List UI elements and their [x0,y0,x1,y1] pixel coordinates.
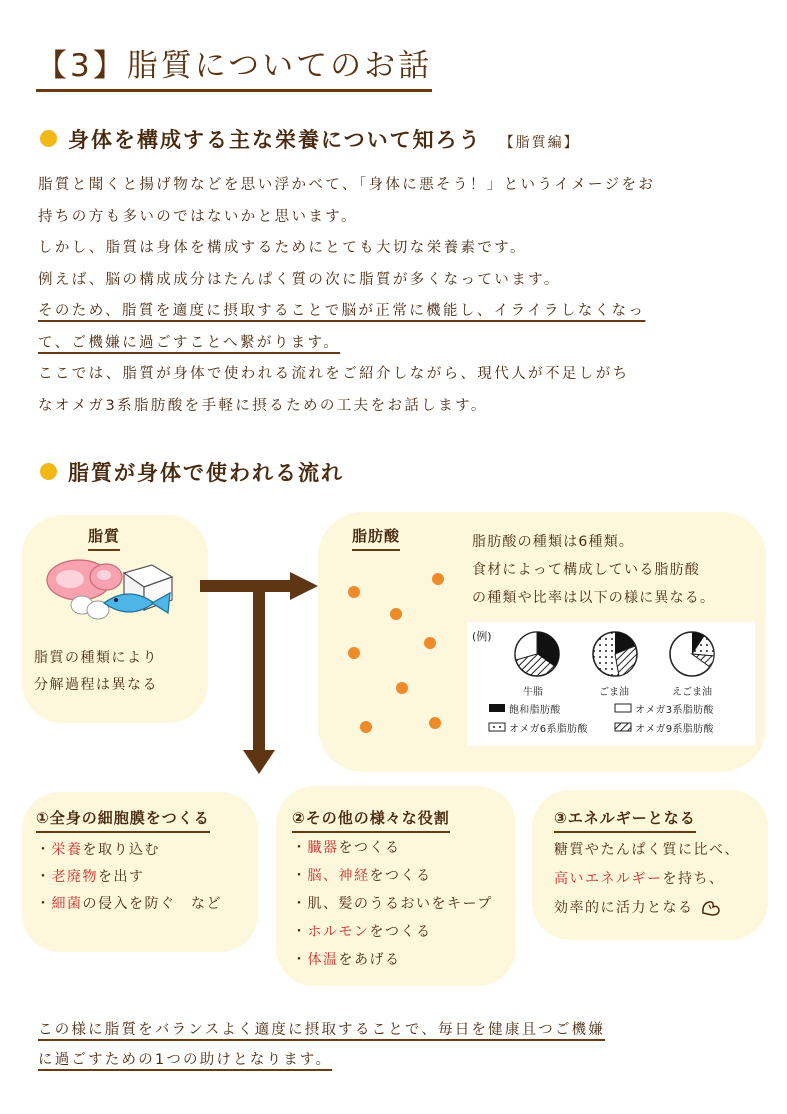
role1-list [36,837,222,918]
role2-item: ・ホルモンをつくる [292,924,432,940]
section1-subheading: 【脂質編】 [499,135,580,151]
legend-omega3: オメガ3系脂肪酸 [635,705,714,716]
fatty-acid-line: の種類や比率は以下の様に異なる。 [472,590,716,606]
fat-panel-text [34,645,158,699]
conclusion-paragraph [38,1015,763,1075]
fatty-acid-dot [390,608,402,620]
role1-item: ・栄養を取り込む [36,842,160,858]
intro-line: ここでは、脂質が身体で使われる流れをご紹介しながら、現代人が不足しがち [38,366,630,382]
legend-swatch [615,723,631,731]
fatty-acid-dot [348,647,360,659]
fatty-acid-panel-title: 脂肪酸 [352,525,400,551]
pie-perilla-oil [670,632,714,676]
role3-text [554,836,740,923]
fat-panel-line: 脂質の種類により [34,650,158,666]
legend-omega6: オメガ6系脂肪酸 [509,724,588,735]
fatty-acid-dot [396,682,408,694]
role3-line: 糖質やたんぱく質に比べ、 [554,842,740,858]
role2-item: ・臓器をつくる [292,840,401,856]
role2-item: ・肌、髪のうるおいをキープ [292,896,493,912]
bullet-dot-icon [40,130,57,147]
fatty-acid-line: 脂肪酸の種類は6種類。 [472,534,635,550]
intro-line: 持ちの方も多いのではないかと思います。 [38,208,358,225]
role2-list [292,834,493,974]
role1-item: ・老廃物を出す [36,869,145,885]
role3-line: 効率的に活力となる [554,894,740,923]
meat-icon [47,560,122,600]
pie-label-sesame-oil: ごま油 [599,687,629,698]
legend-saturated: 飽和脂肪酸 [509,705,561,716]
conclusion-line: この様に脂質をバランスよく適度に摂取することで、毎日を健康且つご機嫌 [38,1022,606,1038]
fatty-acid-dot [424,637,436,649]
fat-panel-line: 分解過程は異なる [34,677,158,693]
section1-heading [68,124,580,154]
role1-title: ①全身の細胞膜をつくる [36,807,210,833]
role1-item: ・細菌の侵入を防ぐ など [36,896,222,912]
section1-heading-text: 身体を構成する主な栄養について知ろう [68,128,482,152]
role3-line: 高いエネルギーを持ち、 [554,871,725,887]
fatty-acid-text [472,528,715,612]
section2-heading: 脂質が身体で使われる流れ [68,461,344,485]
intro-line-underlined: そのため、脂質を適度に摂取することで脳が正常に機能し、イライラしなくなっ [38,303,646,319]
pie-beef-tallow [515,632,559,676]
arrow-right-shaft [200,580,292,592]
fatty-acid-dot [348,586,360,598]
bullet-dot-icon [40,463,57,480]
intro-paragraph [38,170,763,422]
legend-omega9: オメガ9系脂肪酸 [635,724,714,735]
role2-item: ・体温をあげる [292,952,401,968]
pie-sesame-oil [593,632,637,676]
arrow-right-icon [290,572,318,600]
fat-panel-title: 脂質 [88,525,120,551]
intro-line: なオメガ3系脂肪酸を手軽に摂るための工夫をお話します。 [38,397,488,414]
role3-title: ③エネルギーとなる [554,807,696,833]
conclusion-line: に過ごすための1つの助けとなります。 [38,1052,333,1068]
pie-label-perilla-oil: えごま油 [672,687,712,698]
page-title: 【3】脂質についてのお話 [36,40,432,92]
legend-swatch [489,704,505,712]
intro-line-underlined: て、ご機嫌に過ごすことへ繋がります。 [38,334,341,351]
example-label: (例) [472,630,492,643]
fatty-acid-line: 食材によって構成している脂肪酸 [472,562,700,578]
legend-swatch [615,704,631,712]
intro-line: 脂質と聞くと揚げ物などを思い浮かべて、「身体に悪そう！」というイメージをお [38,177,656,193]
role2-title: ②その他の様々な役割 [292,807,450,833]
fatty-acid-dot [432,573,444,585]
pie-label-beef-tallow: 牛脂 [523,687,543,698]
legend-swatch [489,723,505,731]
egg-icon [71,596,109,619]
arrow-down-icon [243,750,275,774]
fatty-acid-dot [360,721,372,733]
food-illustration-icon [44,555,184,630]
intro-line: しかし、脂質は身体を構成するためにとても大切な栄養素です。 [38,240,527,256]
intro-line: 例えば、脳の構成成分はたんぱく質の次に脂質が多くなっています。 [38,271,561,288]
flex-arm-icon [700,899,722,917]
role2-item: ・脳、神経をつくる [292,868,432,884]
arrow-down-shaft [253,590,265,752]
fatty-acid-dot [429,717,441,729]
